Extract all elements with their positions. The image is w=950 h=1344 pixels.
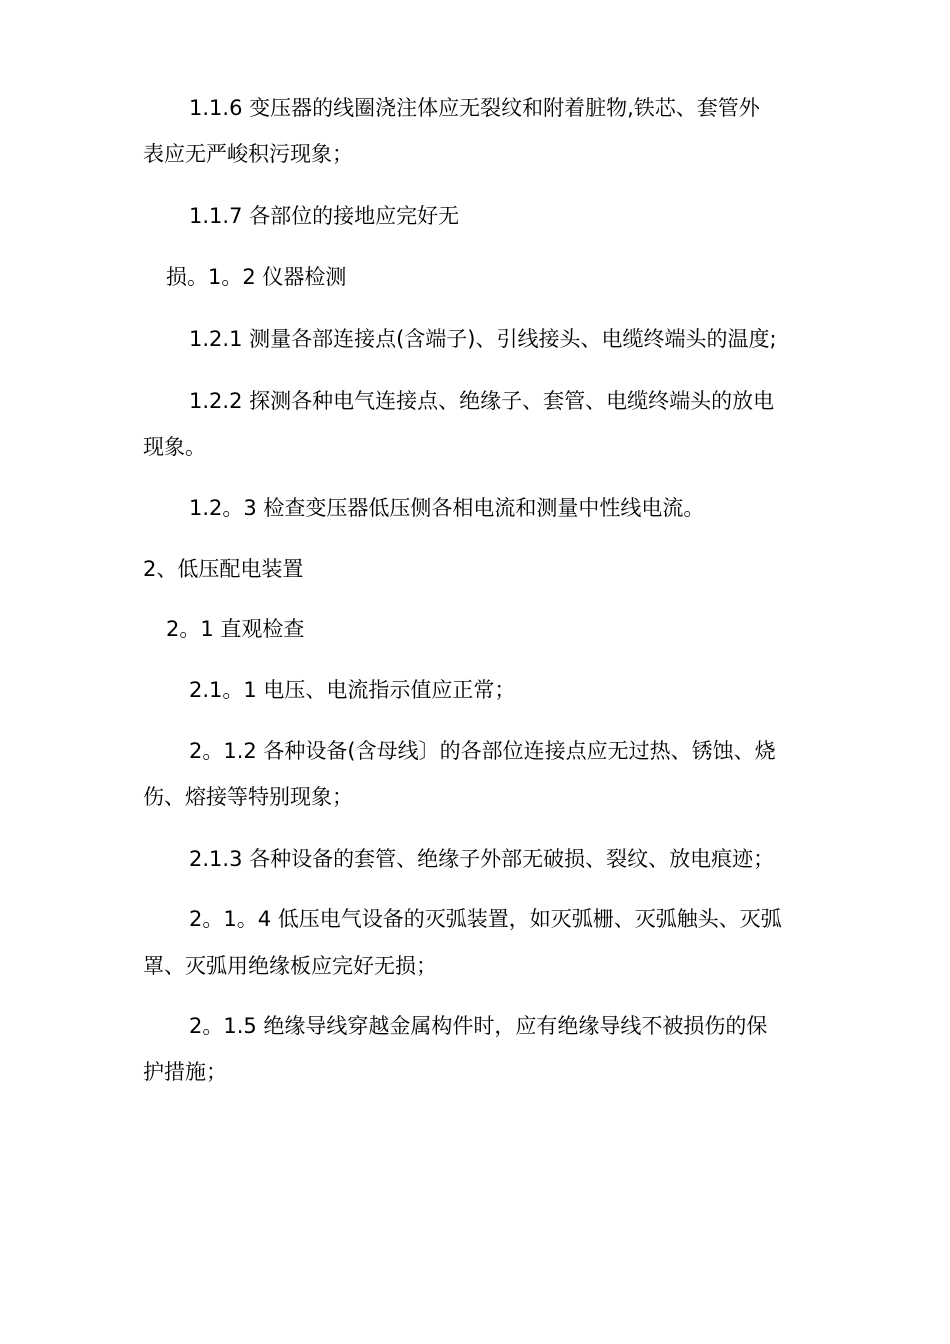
subsection-heading-2-1: 2。1 直观检查: [166, 617, 305, 641]
paragraph-1-1-7-line-1: 1.1.7 各部位的接地应完好无: [189, 204, 460, 228]
paragraph-2-1-5-line-2: 护措施；: [143, 1060, 227, 1084]
paragraph-2-1-4-line-2: 罩、灭弧用绝缘板应完好无损；: [143, 954, 437, 978]
paragraph-2-1-3: 2.1.3 各种设备的套管、绝缘子外部无破损、裂纹、放电痕迹；: [189, 847, 775, 871]
paragraph-2-1-1: 2.1。1 电压、电流指示值应正常；: [189, 678, 516, 702]
paragraph-1-2-2-line-2: 现象。: [143, 435, 206, 459]
paragraph-1-2-3: 1.2。3 检查变压器低压侧各相电流和测量中性线电流。: [189, 496, 705, 520]
paragraph-2-1-4-line-1: 2。1。4 低压电气设备的灭弧装置，如灭弧栅、灭弧触头、灭弧: [189, 907, 782, 931]
paragraph-1-2-2-line-1: 1.2.2 探测各种电气连接点、绝缘子、套管、电缆终端头的放电: [189, 389, 775, 413]
paragraph-1-2-1: 1.2.1 测量各部连接点(含端子)、引线接头、电缆终端头的温度;: [189, 327, 777, 351]
paragraph-2-1-5-line-1: 2。1.5 绝缘导线穿越金属构件时，应有绝缘导线不被损伤的保: [189, 1014, 768, 1038]
paragraph-1-1-7-line-2: 损。1。2 仪器检测: [166, 265, 347, 289]
paragraph-1-1-6-line-2: 表应无严峻积污现象；: [143, 142, 353, 166]
paragraph-2-1-2-line-1: 2。1.2 各种设备(含母线〕的各部位连接点应无过热、锈蚀、烧: [189, 739, 776, 763]
section-heading-2: 2、低压配电装置: [143, 557, 304, 581]
paragraph-1-1-6-line-1: 1.1.6 变压器的线圈浇注体应无裂纹和附着脏物,铁芯、套管外: [189, 96, 760, 120]
paragraph-2-1-2-line-2: 伤、熔接等特别现象；: [143, 785, 353, 809]
